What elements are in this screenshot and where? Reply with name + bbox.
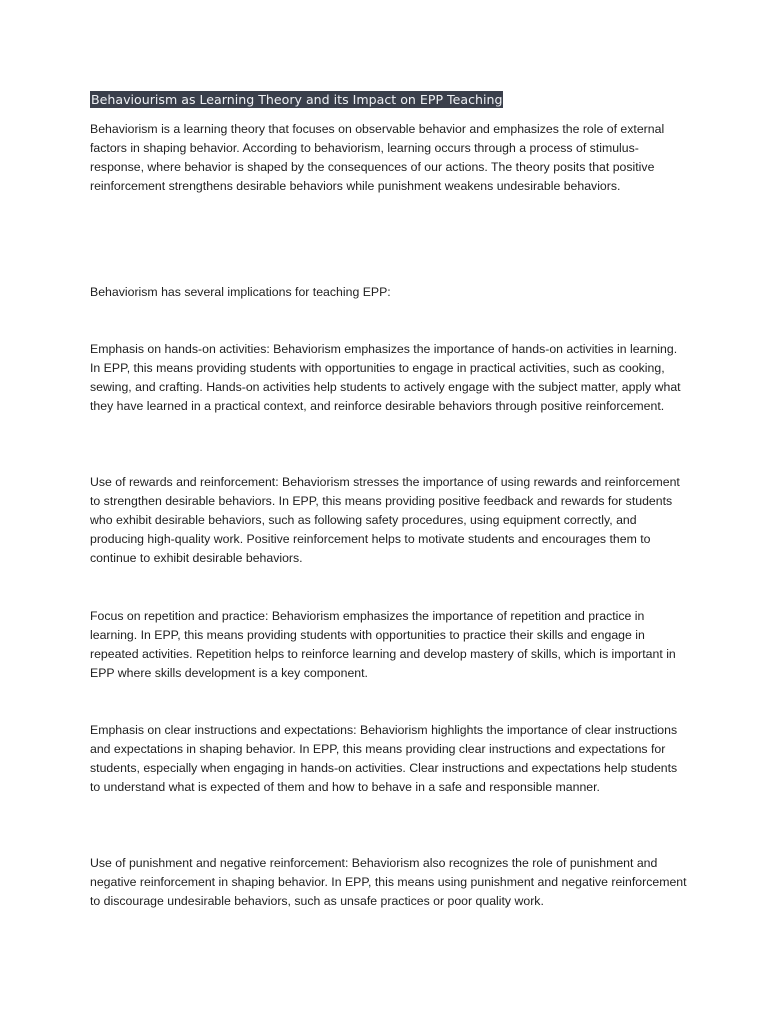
paragraph-implications-heading: Behaviorism has several implications for teaching EPP:: [90, 285, 391, 299]
paragraph-intro: Behaviorism is a learning theory that focuses on observable behavior and emphasizes the role of external factors in shaping behavior. According to behaviorism, learning occurs through a process of stimulus-response, where behavior is shaped by the consequences of our actions. The theory posits that positive reinforcement strengthens desirable behaviors while punishment weakens undesirable behaviors.: [90, 122, 665, 193]
document-title: Behaviourism as Learning Theory and its Impact on EPP Teaching: [91, 92, 503, 107]
paragraph-hands-on: Emphasis on hands-on activities: Behaviorism emphasizes the importance of hands-on activities in learning. In EPP, this means providing students with opportunities to engage in practical activities, such as cooking, sewing, and crafting. Hands-on activities help students to actively engage with the subject matter, apply what they have learned in a practical context, and reinforce desirable behaviors through positive reinforcement.: [90, 342, 681, 413]
paragraph-repetition: Focus on repetition and practice: Behaviorism emphasizes the importance of repetition and practice in learning. In EPP, this means providing students with opportunities to practice their skills and engage in repeated activities. Repetition helps to reinforce learning and develop mastery of skills, which is important in EPP where skills development is a key component.: [90, 609, 676, 680]
paragraph-rewards: Use of rewards and reinforcement: Behaviorism stresses the importance of using rewards and reinforcement to strengthen desirable behaviors. In EPP, this means providing positive feedback and rewards for students who exhibit desirable behaviors, such as following safety procedures, using equipment correctly, and producing high-quality work. Positive reinforcement helps to motivate students and encourages them to continue to exhibit desirable behaviors.: [90, 475, 680, 565]
paragraph-instructions: Emphasis on clear instructions and expectations: Behaviorism highlights the importance of clear instructions and expectations in shaping behavior. In EPP, this means providing clear instructions and expectations for students, especially when engaging in hands-on activities. Clear instructions and expectations help students to understand what is expected of them and how to behave in a safe and responsible manner.: [90, 723, 678, 794]
paragraph-punishment: Use of punishment and negative reinforcement: Behaviorism also recognizes the role of punishment and negative reinforcement in shaping behavior. In EPP, this means using punishment and negative reinforcement to discourage undesirable behaviors, such as unsafe practices or poor quality work.: [90, 856, 687, 908]
